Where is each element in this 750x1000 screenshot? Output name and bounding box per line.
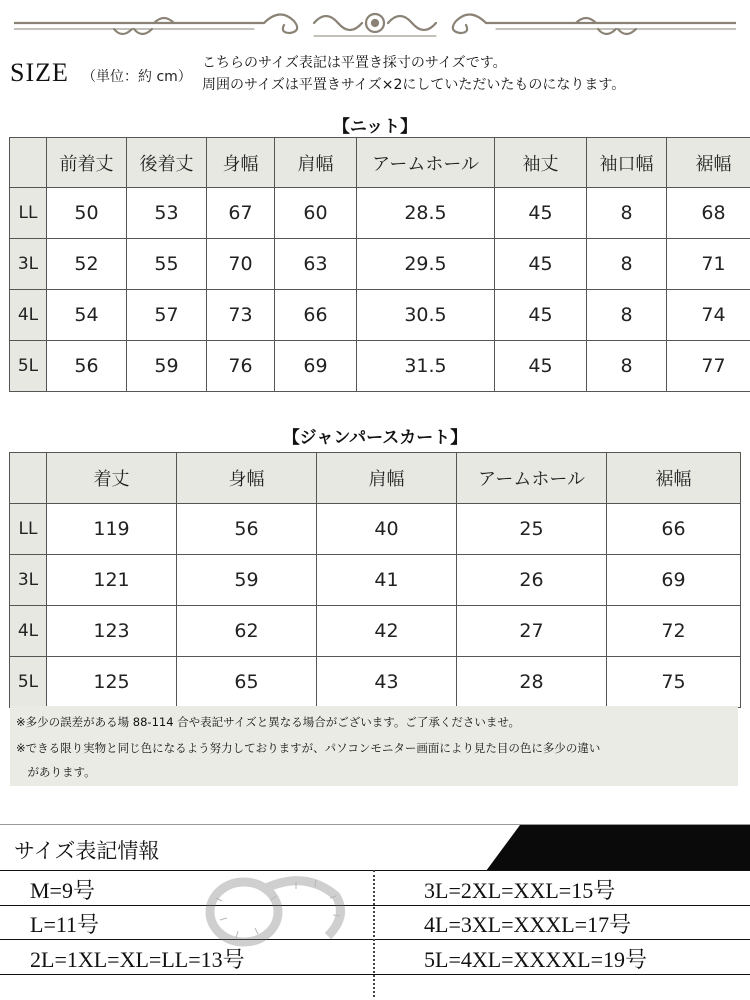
table-cell: 119 xyxy=(47,504,177,555)
table-cell: 72 xyxy=(607,606,741,657)
table-cell: 30.5 xyxy=(357,290,495,341)
table-cell: 45 xyxy=(495,239,587,290)
table-cell: 57 xyxy=(127,290,207,341)
table-row xyxy=(10,657,741,708)
banner-black-area xyxy=(486,825,750,871)
column-header: 裾幅 xyxy=(667,138,750,188)
table-cell: 53 xyxy=(127,188,207,239)
column-header: 着丈 xyxy=(47,453,177,504)
size-note-line-1: こちらのサイズ表記は平置き採寸のサイズです。 xyxy=(202,55,507,71)
corner-cell xyxy=(10,453,47,504)
note-line-3: があります。 xyxy=(16,765,96,779)
table-cell: 40 xyxy=(317,504,457,555)
column-header: アームホール xyxy=(357,138,495,188)
note-line-2: ※できる限り実物と同じ色になるよう努力しておりますが、パソコンモニター画面により見た目の色に多少の違い xyxy=(16,741,601,755)
table-cell: 77 xyxy=(667,341,750,392)
table-cell: 8 xyxy=(587,290,667,341)
size-info-row xyxy=(0,905,750,940)
table-cell: 75 xyxy=(607,657,741,708)
table-row xyxy=(10,290,750,341)
table-cell: 65 xyxy=(177,657,317,708)
table-cell: 25 xyxy=(457,504,607,555)
table-header-row xyxy=(10,138,750,188)
row-header: LL xyxy=(10,188,47,239)
ornament-divider-icon xyxy=(14,6,736,44)
table-cell: 8 xyxy=(587,239,667,290)
size-equivalence-left: L=11号 xyxy=(30,912,100,937)
table-cell: 59 xyxy=(177,555,317,606)
table-row xyxy=(10,555,741,606)
jumper-title: 【ジャンパースカート】 xyxy=(282,428,468,448)
table-cell: 52 xyxy=(47,239,127,290)
table-cell: 50 xyxy=(47,188,127,239)
table-cell: 45 xyxy=(495,290,587,341)
column-header: 袖丈 xyxy=(495,138,587,188)
table-row xyxy=(10,606,741,657)
table-cell: 45 xyxy=(495,341,587,392)
table-cell: 31.5 xyxy=(357,341,495,392)
table-row xyxy=(10,188,750,239)
table-cell: 60 xyxy=(275,188,357,239)
table-cell: 73 xyxy=(207,290,275,341)
table-cell: 125 xyxy=(47,657,177,708)
table-cell: 54 xyxy=(47,290,127,341)
table-cell: 29.5 xyxy=(357,239,495,290)
table-cell: 42 xyxy=(317,606,457,657)
column-header: 身幅 xyxy=(207,138,275,188)
column-header: アームホール xyxy=(457,453,607,504)
table-cell: 55 xyxy=(127,239,207,290)
disclaimer-notes xyxy=(10,706,738,786)
table-cell: 63 xyxy=(275,239,357,290)
jumper-size-table xyxy=(9,452,741,708)
table-cell: 27 xyxy=(457,606,607,657)
table-cell: 43 xyxy=(317,657,457,708)
note-line-1: ※多少の誤差がある場 88-114 合や表記サイズと異なる場合がございます。ご了承くださいませ。 xyxy=(16,715,520,729)
table-cell: 8 xyxy=(587,341,667,392)
unit-label: （単位：約 cm） xyxy=(82,69,192,85)
row-header: 3L xyxy=(10,555,47,606)
row-header: 5L xyxy=(10,657,47,708)
table-cell: 66 xyxy=(607,504,741,555)
knit-size-table xyxy=(9,137,750,392)
size-equivalence-right: 3L=2XL=XXL=15号 xyxy=(424,878,616,903)
column-header: 肩幅 xyxy=(275,138,357,188)
table-header-row xyxy=(10,453,741,504)
size-info-row xyxy=(0,870,750,906)
column-header: 後着丈 xyxy=(127,138,207,188)
table-cell: 45 xyxy=(495,188,587,239)
size-equivalence-right: 4L=3XL=XXXL=17号 xyxy=(424,912,632,937)
table-row xyxy=(10,239,750,290)
table-row xyxy=(10,341,750,392)
table-cell: 67 xyxy=(207,188,275,239)
table-cell: 62 xyxy=(177,606,317,657)
row-header: LL xyxy=(10,504,47,555)
table-cell: 28.5 xyxy=(357,188,495,239)
size-info-section xyxy=(0,824,750,1000)
size-info-row xyxy=(0,940,750,975)
row-header: 5L xyxy=(10,341,47,392)
table-cell: 41 xyxy=(317,555,457,606)
size-label: SIZE xyxy=(10,58,69,87)
row-header: 4L xyxy=(10,290,47,341)
size-equivalence-left: M=9号 xyxy=(30,878,95,903)
column-header: 肩幅 xyxy=(317,453,457,504)
table-cell: 71 xyxy=(667,239,750,290)
column-header: 裾幅 xyxy=(607,453,741,504)
table-cell: 121 xyxy=(47,555,177,606)
table-cell: 59 xyxy=(127,341,207,392)
table-cell: 70 xyxy=(207,239,275,290)
table-cell: 74 xyxy=(667,290,750,341)
size-info-banner xyxy=(0,824,750,871)
column-header: 袖口幅 xyxy=(587,138,667,188)
table-cell: 69 xyxy=(607,555,741,606)
row-header: 3L xyxy=(10,239,47,290)
size-equivalence-right: 5L=4XL=XXXXL=19号 xyxy=(424,947,647,972)
table-cell: 56 xyxy=(47,341,127,392)
measuring-tape-icon xyxy=(196,868,356,950)
column-divider xyxy=(373,870,375,997)
knit-title: 【ニット】 xyxy=(332,117,418,137)
table-row xyxy=(10,504,741,555)
table-cell: 68 xyxy=(667,188,750,239)
size-info-title: サイズ表記情報 xyxy=(14,839,160,863)
table-cell: 28 xyxy=(457,657,607,708)
table-cell: 69 xyxy=(275,341,357,392)
table-cell: 8 xyxy=(587,188,667,239)
table-cell: 26 xyxy=(457,555,607,606)
table-cell: 56 xyxy=(177,504,317,555)
row-header: 4L xyxy=(10,606,47,657)
corner-cell xyxy=(10,138,47,188)
size-equivalence-left: 2L=1XL=XL=LL=13号 xyxy=(30,947,245,972)
table-cell: 66 xyxy=(275,290,357,341)
size-note-line-2: 周囲のサイズは平置きサイズ×2にしていただいたものになります。 xyxy=(202,77,626,93)
table-cell: 123 xyxy=(47,606,177,657)
table-cell: 76 xyxy=(207,341,275,392)
column-header: 前着丈 xyxy=(47,138,127,188)
size-header xyxy=(10,52,740,100)
column-header: 身幅 xyxy=(177,453,317,504)
